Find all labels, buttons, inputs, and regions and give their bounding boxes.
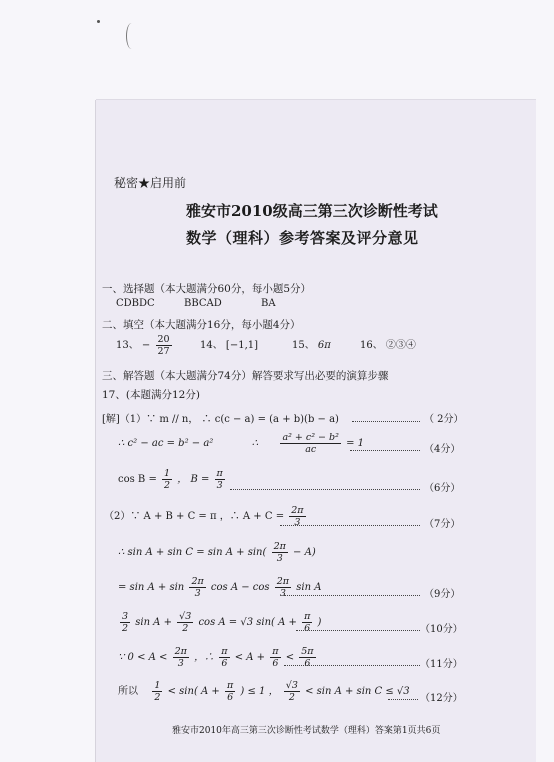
line8-mid3: < bbox=[285, 652, 295, 663]
exam-title: 雅安市2010级高三第三次诊断性考试 bbox=[186, 202, 438, 220]
q13-label: 13、 bbox=[116, 340, 139, 351]
line3-denominator-2: 3 bbox=[216, 480, 223, 491]
line7-left: sin A + bbox=[135, 617, 172, 628]
score-line-4: （7分） bbox=[424, 519, 461, 530]
choice-answers-2: BBCAD bbox=[184, 298, 222, 309]
line7-mid: cos A = √3 sin( A + bbox=[198, 617, 297, 628]
line5-denominator: 3 bbox=[276, 553, 283, 564]
line7-denominator: 2 bbox=[122, 623, 129, 634]
line9-fraction bbox=[152, 680, 162, 703]
q13-fraction bbox=[156, 334, 172, 357]
leader-dots-9 bbox=[388, 699, 418, 700]
q16-label: 16、 bbox=[360, 340, 383, 351]
line6-mid: cos A − cos bbox=[210, 582, 270, 593]
line9-denominator-3: 2 bbox=[288, 692, 295, 703]
fill-q15 bbox=[292, 336, 331, 351]
line4-numerator: 2π bbox=[291, 505, 304, 516]
solution-line-3 bbox=[118, 468, 227, 491]
score-line-1: （ 2分） bbox=[424, 414, 464, 425]
line8-numerator-4: 5π bbox=[301, 646, 314, 657]
line9-numerator-3: √3 bbox=[285, 680, 298, 691]
q16-value: ②③④ bbox=[385, 340, 416, 351]
score-line-3: （6分） bbox=[424, 483, 461, 494]
q15-label: 15、 bbox=[292, 340, 315, 351]
score-line-6: （9分） bbox=[424, 589, 461, 600]
line3-denominator: 2 bbox=[164, 480, 171, 491]
line2-denominator: ac bbox=[305, 444, 317, 455]
scan-speck bbox=[97, 20, 100, 23]
leader-dots-6 bbox=[284, 595, 420, 596]
score-line-2: （4分） bbox=[424, 444, 461, 455]
leader-dots-3 bbox=[230, 489, 420, 490]
line9-denominator: 2 bbox=[154, 692, 161, 703]
line8-numerator-2: π bbox=[221, 646, 228, 657]
line7-numerator: 3 bbox=[122, 611, 129, 622]
line7-denominator-2: 2 bbox=[182, 623, 189, 634]
line3-mid: ， B = bbox=[177, 474, 210, 485]
line9-right: < sin A + sin C ≤ √3 bbox=[305, 686, 410, 697]
line8-fraction-3 bbox=[270, 646, 280, 669]
line2-fraction bbox=[280, 432, 341, 455]
line4-denominator: 3 bbox=[294, 517, 301, 528]
line3-numerator: 1 bbox=[164, 468, 171, 479]
q14-label: 14、 bbox=[200, 340, 223, 351]
line6-denominator: 3 bbox=[194, 588, 201, 599]
line2-therefore: ∴ bbox=[251, 438, 259, 449]
page-footer: 雅安市2010年高三第三次诊断性考试数学（理科）答案第1页共6页 bbox=[172, 726, 441, 736]
line9-numerator: 1 bbox=[154, 680, 161, 691]
line7-numerator-3: π bbox=[304, 611, 311, 622]
line9-prefix: 所以 bbox=[118, 686, 138, 697]
line9-mid: ) ≤ 1 ， bbox=[240, 686, 279, 697]
line2-left: ∴ c² − ac = b² − a² bbox=[118, 438, 214, 449]
line3-numerator-2: π bbox=[216, 468, 223, 479]
solution-line-2 bbox=[118, 432, 364, 455]
line9-numerator-2: π bbox=[226, 680, 234, 691]
line8-left: ∵ 0 < A < bbox=[118, 652, 168, 663]
choice-answers-3: BA bbox=[261, 298, 276, 309]
line3-fraction bbox=[162, 468, 172, 491]
exam-subtitle: 数学（理科）参考答案及评分意见 bbox=[186, 229, 419, 247]
leader-dots-1 bbox=[352, 421, 420, 422]
line6-numerator: 2π bbox=[191, 576, 204, 587]
line5-fraction bbox=[272, 541, 288, 564]
line8-mid: ，∴ bbox=[194, 652, 215, 663]
line7-numerator-2: √3 bbox=[179, 611, 192, 622]
line8-denominator-4: 6 bbox=[304, 658, 311, 669]
q13-denominator: 27 bbox=[157, 346, 170, 357]
line4-left: （2）∵ A + B + C = π ，∴ A + C = bbox=[104, 511, 285, 522]
line6-numerator-2: 2π bbox=[276, 576, 290, 587]
choice-answers-1: CDBDC bbox=[116, 298, 155, 309]
solution-line-7 bbox=[118, 611, 321, 634]
line6-denominator-2: 3 bbox=[279, 588, 286, 599]
line8-fraction bbox=[173, 646, 189, 669]
fill-q16 bbox=[360, 336, 416, 351]
q13-sign: − bbox=[141, 340, 151, 351]
line5-right: − A) bbox=[293, 547, 316, 558]
score-line-8: （11分） bbox=[420, 659, 463, 670]
line9-left: < sin( A + bbox=[167, 686, 220, 697]
line9-fraction-2 bbox=[225, 680, 235, 703]
line8-fraction-2 bbox=[219, 646, 229, 669]
solution-line-1: [解]（1）∵ m // n， ∴ c(c − a) = (a + b)(b − a) bbox=[102, 414, 339, 425]
leader-dots-8 bbox=[284, 665, 420, 666]
line7-fraction-2 bbox=[177, 611, 193, 634]
solution-line-5 bbox=[118, 541, 316, 564]
leader-dots-7 bbox=[296, 630, 420, 631]
solve-heading: 三、解答题（本大题满分74分）解答要求写出必要的演算步骤 bbox=[102, 370, 389, 382]
confidential-label: 秘密★启用前 bbox=[114, 176, 187, 190]
q14-value: [−1,1] bbox=[225, 340, 259, 351]
q13-numerator: 20 bbox=[157, 334, 170, 345]
line8-mid2: < A + bbox=[234, 652, 266, 663]
q15-value: 6π bbox=[317, 340, 331, 351]
score-line-7: （10分） bbox=[420, 624, 463, 635]
line8-denominator: 3 bbox=[177, 658, 184, 669]
scan-mark bbox=[126, 23, 137, 49]
line8-numerator: 2π bbox=[174, 646, 187, 657]
line8-denominator-3: 6 bbox=[272, 658, 279, 669]
line6-left: = sin A + sin bbox=[118, 582, 185, 593]
fill-q14 bbox=[200, 336, 258, 351]
line3-left: cos B = bbox=[118, 474, 157, 485]
line2-right: = 1 bbox=[346, 438, 365, 449]
line5-numerator: 2π bbox=[273, 541, 286, 552]
solution-line-4 bbox=[104, 505, 308, 528]
line5-left: ∴ sin A + sin C = sin A + sin( bbox=[118, 547, 267, 558]
line9-denominator-2: 6 bbox=[227, 692, 234, 703]
fill-q13 bbox=[116, 334, 174, 357]
line8-denominator-2: 6 bbox=[221, 658, 228, 669]
leader-dots-2 bbox=[350, 450, 420, 451]
line8-numerator-3: π bbox=[272, 646, 279, 657]
fill-heading: 二、填空（本大题满分16分，每小题4分） bbox=[102, 319, 301, 331]
line6-fraction bbox=[189, 576, 205, 599]
line3-fraction-2 bbox=[215, 468, 225, 491]
line7-right: ) bbox=[317, 617, 322, 628]
line2-numerator: a² + c² − b² bbox=[282, 432, 339, 443]
leader-dots-4 bbox=[280, 525, 420, 526]
line7-denominator-3: 6 bbox=[304, 623, 311, 634]
line7-fraction bbox=[120, 611, 130, 634]
line9-fraction-3 bbox=[284, 680, 300, 703]
q17-heading: 17、(本题满分12分) bbox=[102, 389, 200, 401]
score-line-9: （12分） bbox=[420, 693, 463, 704]
solution-line-9 bbox=[118, 680, 410, 703]
choice-heading: 一、选择题（本大题满分60分，每小题5分） bbox=[102, 283, 312, 295]
line6-right: sin A bbox=[296, 582, 322, 593]
